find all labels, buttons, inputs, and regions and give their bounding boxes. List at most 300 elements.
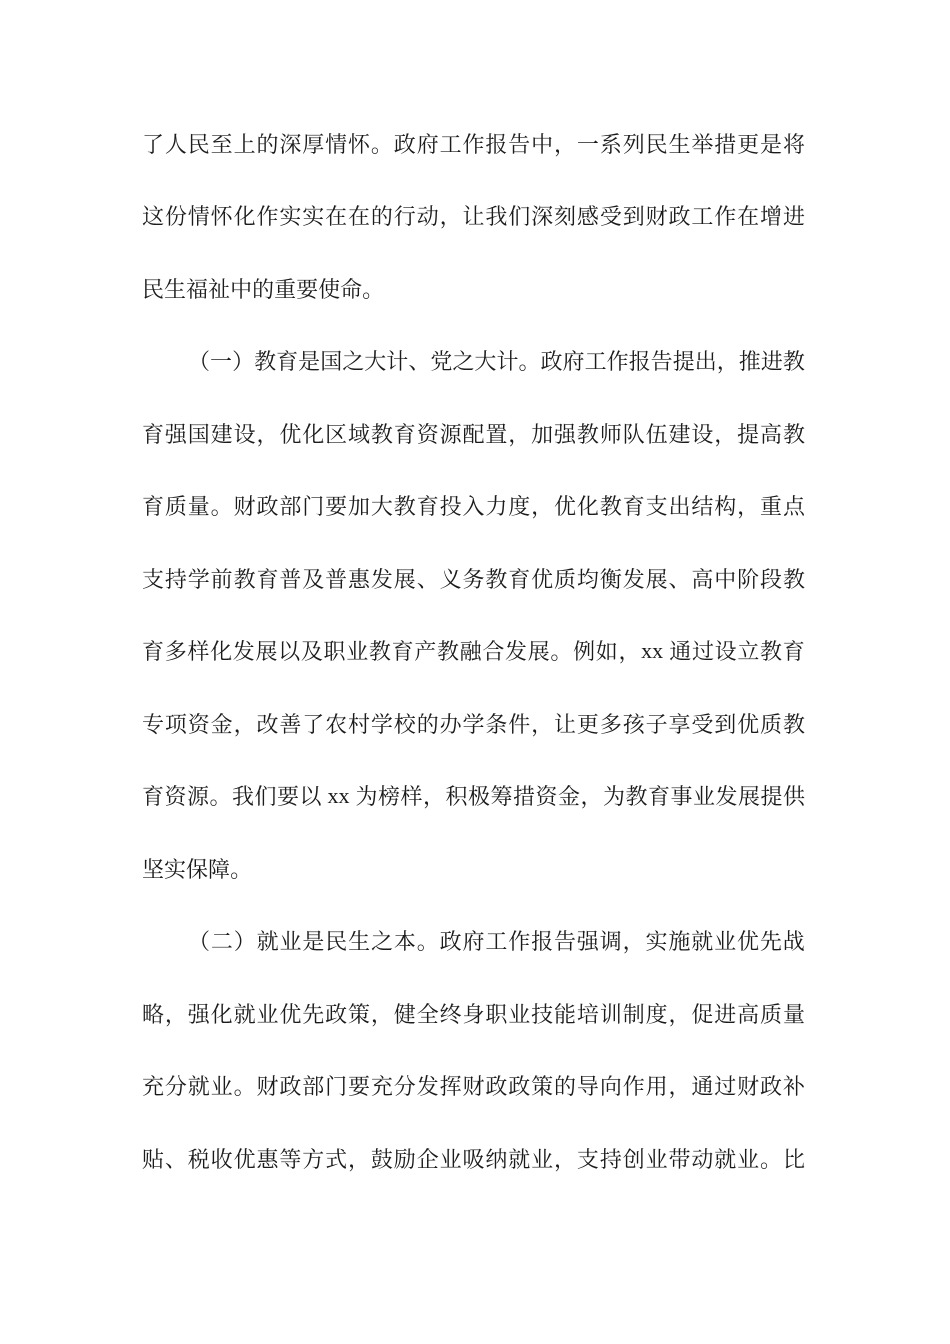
glyph: ， (554, 131, 577, 157)
glyph: 育 (142, 494, 165, 520)
glyph: 收 (210, 1146, 233, 1172)
glyph: 业 (692, 784, 715, 810)
glyph: 育 (256, 566, 279, 592)
glyph: 提 (760, 784, 783, 810)
glyph: 我 (485, 204, 508, 230)
glyph: 教 (254, 349, 277, 375)
glyph: 是 (760, 131, 783, 157)
glyph: 工 (485, 929, 508, 955)
glyph: 。 (416, 929, 439, 955)
glyph: 。 (209, 784, 232, 810)
glyph: 教 (370, 421, 393, 447)
glyph: 财 (462, 1074, 485, 1100)
glyph: 的 (256, 131, 279, 157)
glyph: 身 (462, 1001, 485, 1027)
glyph: 刻 (554, 204, 577, 230)
glyph: 全 (416, 1001, 439, 1027)
glyph: 了 (142, 131, 165, 157)
glyph: 财 (737, 1074, 760, 1100)
glyph: 业 (256, 1001, 279, 1027)
glyph: 让 (554, 711, 577, 737)
glyph: 育 (508, 566, 531, 592)
glyph: 域 (348, 421, 371, 447)
glyph: 更 (576, 711, 599, 737)
glyph: 优 (279, 421, 302, 447)
glyph: 高 (737, 1001, 760, 1027)
glyph: 构 (714, 494, 737, 520)
glyph: 政 (439, 929, 462, 955)
glyph: ， (531, 711, 554, 737)
glyph: 的 (252, 276, 275, 302)
glyph: 的 (554, 1074, 577, 1100)
glyph: 化 (210, 1001, 233, 1027)
glyph: 作 (462, 131, 485, 157)
glyph: 重 (274, 276, 297, 302)
glyph: 育 (782, 639, 805, 665)
glyph: 调 (599, 929, 622, 955)
glyph: 职 (323, 639, 346, 665)
glyph: 鼓 (370, 1146, 393, 1172)
glyph: 优 (737, 929, 760, 955)
glyph: 教 (368, 639, 391, 665)
glyph: 过 (691, 639, 714, 665)
glyph: 量 (187, 494, 210, 520)
glyph: 专 (142, 711, 165, 737)
glyph: 贴 (142, 1146, 165, 1172)
glyph: （ (188, 349, 211, 375)
glyph: 福 (186, 276, 209, 302)
glyph: 加 (531, 421, 554, 447)
glyph: 计 (386, 349, 409, 375)
glyph: 、 (408, 349, 431, 375)
glyph: 通 (691, 1074, 714, 1100)
glyph: 报 (628, 349, 651, 375)
glyph: 发 (715, 784, 738, 810)
glyph: 财 (645, 204, 668, 230)
glyph: 为 (355, 784, 378, 810)
glyph: 发 (370, 566, 393, 592)
glyph: 强 (187, 1001, 210, 1027)
glyph: 伍 (645, 421, 668, 447)
glyph: 义 (439, 566, 462, 592)
glyph: 措 (512, 784, 535, 810)
glyph: 政 (540, 349, 563, 375)
glyph: 育 (416, 494, 439, 520)
glyph: 质 (554, 566, 577, 592)
glyph: 门 (325, 1074, 348, 1100)
glyph: 祉 (208, 276, 231, 302)
glyph: 过 (714, 1074, 737, 1100)
glyph: 项 (164, 711, 187, 737)
glyph: 量 (782, 1001, 805, 1027)
glyph: 展 (645, 566, 668, 592)
glyph: 立 (737, 639, 760, 665)
glyph: 以 (299, 784, 322, 810)
glyph: 进 (782, 204, 805, 230)
glyph: 村 (348, 711, 371, 737)
glyph: 受 (599, 204, 622, 230)
glyph: 教 (782, 421, 805, 447)
text-line (142, 180, 805, 253)
glyph: 务 (462, 566, 485, 592)
glyph: 质 (164, 494, 187, 520)
glyph: 金 (210, 711, 233, 737)
glyph: 作 (622, 1074, 645, 1100)
glyph: 策 (348, 1001, 371, 1027)
glyph: 使 (318, 276, 341, 302)
glyph: 之 (452, 349, 475, 375)
glyph: 先 (759, 929, 782, 955)
glyph: 师 (599, 421, 622, 447)
glyph: ， (348, 1146, 371, 1172)
glyph: 惠 (348, 566, 371, 592)
glyph: 到 (622, 204, 645, 230)
glyph: 化 (210, 639, 233, 665)
glyph: 感 (576, 204, 599, 230)
glyph: 通 (669, 639, 692, 665)
glyph: 受 (691, 711, 714, 737)
glyph: 例 (573, 639, 596, 665)
glyph: 推 (738, 349, 761, 375)
text-line (142, 542, 805, 615)
glyph: 分 (393, 1074, 416, 1100)
glyph: 发 (505, 639, 528, 665)
glyph: 一 (210, 349, 233, 375)
glyph: 施 (668, 929, 691, 955)
glyph: 学 (187, 566, 210, 592)
glyph: 政 (760, 1074, 783, 1100)
glyph: 点 (782, 494, 805, 520)
glyph: 惠 (256, 1146, 279, 1172)
glyph: 合 (482, 639, 505, 665)
glyph: 供 (782, 784, 805, 810)
glyph: 化 (302, 421, 325, 447)
glyph: 置 (485, 421, 508, 447)
glyph: 结 (691, 494, 714, 520)
glyph: 孩 (622, 711, 645, 737)
glyph: 办 (439, 711, 462, 737)
glyph: 生 (164, 276, 187, 302)
glyph: 源 (187, 784, 210, 810)
glyph: 教 (576, 421, 599, 447)
glyph: 障 (208, 856, 231, 882)
glyph: ， (714, 421, 737, 447)
text-line (142, 1122, 805, 1195)
glyph: 教 (393, 494, 416, 520)
glyph: 府 (462, 929, 485, 955)
glyph: 业 (531, 1146, 554, 1172)
glyph: 投 (439, 494, 462, 520)
glyph: 要 (296, 276, 319, 302)
glyph: 条 (485, 711, 508, 737)
glyph: 教 (233, 566, 256, 592)
glyph: 就 (187, 1074, 210, 1100)
glyph: 设 (233, 421, 256, 447)
glyph: 育 (142, 784, 165, 810)
glyph: 教 (782, 349, 805, 375)
glyph: 教 (436, 639, 459, 665)
glyph: xx (322, 782, 355, 808)
glyph: 生 (348, 929, 371, 955)
glyph: 强 (164, 421, 187, 447)
glyph: 支 (645, 494, 668, 520)
glyph: 导 (576, 1074, 599, 1100)
glyph: 们 (508, 204, 531, 230)
glyph: 的 (370, 204, 393, 230)
glyph: 命 (340, 276, 363, 302)
glyph: ） (233, 929, 256, 955)
glyph: 农 (325, 711, 348, 737)
glyph: 展 (393, 566, 416, 592)
glyph: 建 (210, 421, 233, 447)
glyph: 向 (599, 1074, 622, 1100)
glyph: 出 (694, 349, 717, 375)
glyph: 民 (645, 131, 668, 157)
glyph: 门 (302, 494, 325, 520)
glyph: 质 (760, 1001, 783, 1027)
glyph: 中 (714, 566, 737, 592)
glyph: 优 (531, 566, 554, 592)
glyph: 情 (187, 204, 210, 230)
glyph: 子 (645, 711, 668, 737)
glyph: ， (422, 784, 445, 810)
text-line (142, 325, 805, 398)
glyph: 、 (416, 566, 439, 592)
glyph: 榜 (377, 784, 400, 810)
glyph: 作 (508, 929, 531, 955)
glyph: 业 (645, 1146, 668, 1172)
glyph: 学 (462, 711, 485, 737)
glyph: 力 (485, 494, 508, 520)
glyph: 发 (622, 566, 645, 592)
glyph: 度 (645, 1001, 668, 1027)
glyph: 极 (467, 784, 490, 810)
glyph: 大 (370, 494, 393, 520)
glyph: 本 (393, 929, 416, 955)
glyph: 育 (647, 784, 670, 810)
glyph: 政 (668, 204, 691, 230)
glyph: ， (164, 1001, 187, 1027)
glyph: 是 (302, 929, 325, 955)
glyph: 普 (279, 566, 302, 592)
glyph: 列 (622, 131, 645, 157)
glyph: 金 (557, 784, 580, 810)
glyph: 民 (325, 929, 348, 955)
glyph: 融 (459, 639, 482, 665)
glyph: 提 (737, 421, 760, 447)
glyph: 出 (668, 494, 691, 520)
glyph: 就 (691, 929, 714, 955)
glyph: 均 (576, 566, 599, 592)
glyph: 、 (164, 1146, 187, 1172)
glyph: 多 (599, 711, 622, 737)
glyph: 深 (279, 131, 302, 157)
glyph: 告 (508, 131, 531, 157)
glyph: 民 (142, 276, 165, 302)
glyph: 事 (670, 784, 693, 810)
text-line (142, 252, 805, 325)
glyph: 教 (782, 566, 805, 592)
glyph: 工 (584, 349, 607, 375)
glyph: 育 (276, 349, 299, 375)
glyph: 人 (164, 131, 187, 157)
glyph: 育 (142, 421, 165, 447)
glyph: 励 (393, 1146, 416, 1172)
glyph: 衡 (599, 566, 622, 592)
glyph: 政 (485, 1074, 508, 1100)
glyph: 教 (599, 494, 622, 520)
glyph: ） (232, 349, 255, 375)
glyph: 更 (737, 131, 760, 157)
glyph: 入 (462, 494, 485, 520)
text-line (142, 470, 805, 543)
glyph: 改 (256, 711, 279, 737)
glyph: 上 (233, 131, 256, 157)
glyph: 政 (256, 494, 279, 520)
glyph: 先 (302, 1001, 325, 1027)
text-line (142, 397, 805, 470)
glyph: 府 (416, 131, 439, 157)
glyph: 政 (279, 1074, 302, 1100)
glyph: 。 (210, 494, 233, 520)
glyph: 优 (554, 494, 577, 520)
glyph: 就 (714, 1146, 737, 1172)
glyph: 设 (691, 421, 714, 447)
document-body (142, 107, 805, 1195)
glyph: 充 (142, 1074, 165, 1100)
glyph: 分 (164, 1074, 187, 1100)
glyph: 技 (531, 1001, 554, 1027)
glyph: 优 (279, 1001, 302, 1027)
glyph: 就 (256, 929, 279, 955)
glyph: 高 (760, 421, 783, 447)
glyph: 式 (325, 1146, 348, 1172)
glyph: 进 (760, 349, 783, 375)
glyph: 育 (393, 421, 416, 447)
glyph: 。 (230, 856, 253, 882)
glyph: 学 (370, 711, 393, 737)
glyph: 及 (300, 639, 323, 665)
glyph: 以 (278, 639, 301, 665)
text-line (142, 905, 805, 978)
glyph: 资 (164, 784, 187, 810)
glyph: 建 (668, 421, 691, 447)
glyph: 强 (554, 421, 577, 447)
text-line (142, 977, 805, 1050)
glyph: 战 (782, 929, 805, 955)
glyph: 告 (650, 349, 673, 375)
glyph: 就 (508, 1146, 531, 1172)
glyph: 生 (668, 131, 691, 157)
glyph: 校 (393, 711, 416, 737)
glyph: 终 (439, 1001, 462, 1027)
glyph: 如 (595, 639, 618, 665)
glyph: 的 (416, 711, 439, 737)
glyph: 计 (496, 349, 519, 375)
glyph: 强 (576, 929, 599, 955)
glyph: 厚 (302, 131, 325, 157)
glyph: 善 (279, 711, 302, 737)
glyph: 举 (691, 131, 714, 157)
glyph: 我 (232, 784, 255, 810)
glyph: 保 (186, 856, 209, 882)
glyph: 怀 (348, 131, 371, 157)
glyph: ， (580, 784, 603, 810)
glyph: 及 (302, 566, 325, 592)
text-line (142, 615, 805, 688)
glyph: 化 (233, 204, 256, 230)
glyph: 动 (691, 1146, 714, 1172)
glyph: 财 (256, 1074, 279, 1100)
glyph: ， (439, 204, 462, 230)
glyph: 比 (782, 1146, 805, 1172)
glyph: 前 (210, 566, 233, 592)
glyph: 普 (325, 566, 348, 592)
glyph: 高 (691, 566, 714, 592)
glyph: 资 (187, 711, 210, 737)
glyph: 阶 (737, 566, 760, 592)
glyph: 产 (414, 639, 437, 665)
glyph: 作 (714, 204, 737, 230)
glyph: 教 (782, 711, 805, 737)
glyph: 了 (302, 711, 325, 737)
glyph: 作 (606, 349, 629, 375)
glyph: 告 (554, 929, 577, 955)
glyph: 充 (370, 1074, 393, 1100)
glyph: 份 (164, 204, 187, 230)
glyph: ， (716, 349, 739, 375)
glyph: 到 (714, 711, 737, 737)
glyph: 国 (320, 349, 343, 375)
glyph: 展 (737, 784, 760, 810)
glyph: 积 (445, 784, 468, 810)
text-line (142, 832, 805, 905)
glyph: 要 (348, 1074, 371, 1100)
glyph: 持 (164, 566, 187, 592)
glyph: 国 (187, 421, 210, 447)
glyph: ， (531, 494, 554, 520)
glyph: 业 (279, 929, 302, 955)
glyph: 促 (691, 1001, 714, 1027)
glyph: 。 (518, 349, 541, 375)
glyph: 一 (576, 131, 599, 157)
glyph: 大 (474, 349, 497, 375)
glyph: 发 (416, 1074, 439, 1100)
glyph: 之 (342, 349, 365, 375)
glyph: 优 (233, 1146, 256, 1172)
glyph: 育 (622, 494, 645, 520)
glyph: 将 (782, 131, 805, 157)
glyph: 系 (599, 131, 622, 157)
glyph: 府 (562, 349, 585, 375)
glyph: 能 (554, 1001, 577, 1027)
glyph: 提 (672, 349, 695, 375)
glyph: 大 (364, 349, 387, 375)
glyph: 培 (576, 1001, 599, 1027)
glyph: 享 (668, 711, 691, 737)
glyph: 质 (760, 711, 783, 737)
glyph: 。 (760, 1146, 783, 1172)
glyph: 教 (760, 639, 783, 665)
glyph: 让 (462, 204, 485, 230)
glyph: 持 (599, 1146, 622, 1172)
glyph: 在 (737, 204, 760, 230)
glyph: 多 (164, 639, 187, 665)
glyph: 财 (233, 494, 256, 520)
glyph: 度 (508, 494, 531, 520)
glyph: 。 (550, 639, 573, 665)
glyph: 。 (233, 1074, 256, 1100)
